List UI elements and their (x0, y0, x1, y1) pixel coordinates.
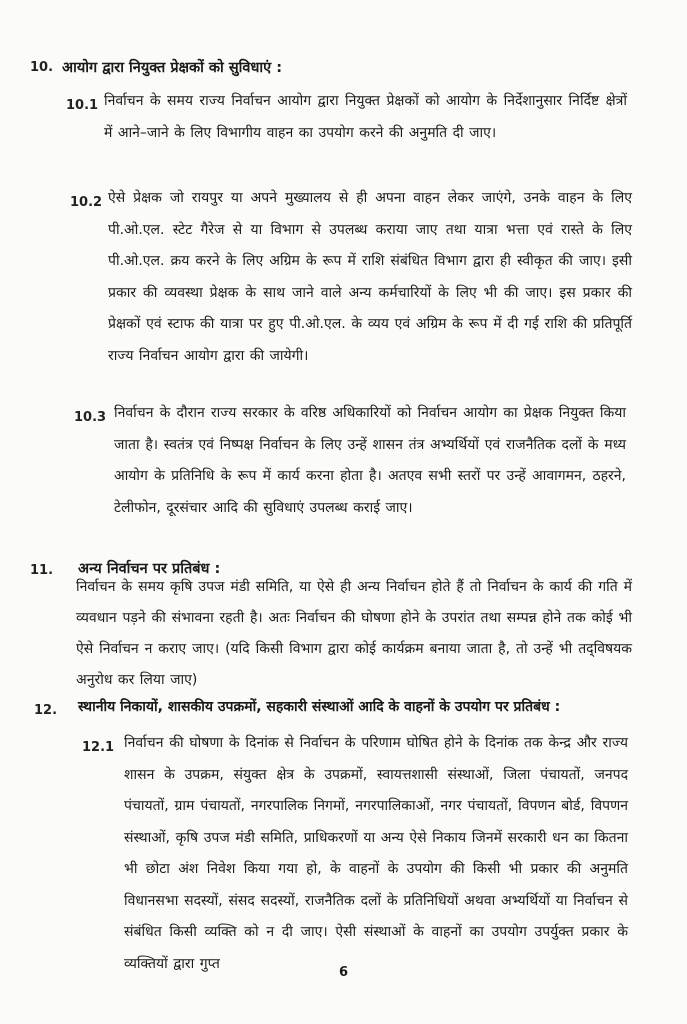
para-10-3-text: निर्वाचन के दौरान राज्य सरकार के वरिष्ठ अधिकारियों को निर्वाचन आयोग का प्रेक्षक नियुक्त किया जाता है। स्वतंत्र एवं निष्पक्ष निर्वाचन के लिए उन्हें शासन तंत्र अभ्यर्थियों एवं राजनैतिक दलों के मध्य आयोग के प्रतिनिधि के रूप में कार्य करना होता है। अतएव सभी स्तरों पर उन्हें आवागमन, ठहरने, टेलीफोन, दूरसंचार आदि की सुविधाएं उपलब्ध कराई जाए। (114, 405, 626, 516)
section-11-heading: अन्य निर्वाचन पर प्रतिबंध : (78, 561, 221, 577)
section-10-heading: आयोग द्वारा नियुक्त प्रेक्षकों को सुविधाएं : (62, 60, 283, 76)
para-10-1-text: निर्वाचन के समय राज्य निर्वाचन आयोग द्वारा नियुक्त प्रेक्षकों को आयोग के निर्देशानुसार निर्दिष्ट क्षेत्रों में आने–जाने के लिए विभागीय वाहन का उपयोग करने की अनुमति दी जाए। (104, 93, 627, 141)
section-11-text: निर्वाचन के समय कृषि उपज मंडी समिति, या ऐसे ही अन्य निर्वाचन होते हैं तो निर्वाचन के कार्य की गति में व्यवधान पड़ने की संभावना रहती है। अतः निर्वाचन की घोषणा होने के उपरांत तथा सम्पन्न होने तक कोई भी ऐसे निर्वाचन न कराए जाए। (यदि किसी विभाग द्वारा कोई कार्यक्रम बनाया जाता है, तो उन्हें भी तद्‌विषयक अनुरोध कर लिया जाए) (76, 579, 632, 688)
section-11-number: 11. (30, 563, 54, 578)
page-number: 6 (338, 965, 349, 980)
para-12-1-text: निर्वाचन की घोषणा के दिनांक से निर्वाचन के परिणाम घोषित होने के दिनांक तक केन्द्र और राज्य शासन के उपक्रम, संयुक्त क्षेत्र के उपक्रमों, स्वायत्तशासी संस्थाओं, जिला पंचायतों, जनपद पंचायतों, ग्राम पंचायतों, नगरपालिक निगमों, नगरपालिकाओं, नगर पंचायतों, विपणन बोर्ड, विपणन संस्थाओं, कृषि उपज मंडी समिति, प्राधिकरणों या अन्य ऐसे निकाय जिनमें सरकारी धन का कितना भी छोटा अंश निवेश किया गया हो, के वाहनों के उपयोग की किसी भी प्रकार की अनुमति विधानसभा सदस्यों, संसद सदस्यों, राजनैतिक दलों के प्रतिनिधियों अथवा अभ्यर्थियों या निर्वाचन से संबंधित किसी व्यक्ति को न दी जाए। ऐसी संस्थाओं के वाहनों का उपयोग उपर्युक्त प्रकार के व्यक्तियों द्वारा गुप्त (124, 735, 628, 972)
para-10-3-number: 10.3 (74, 410, 107, 425)
section-12-heading: स्थानीय निकायों, शासकीय उपक्रमों, सहकारी संस्थाओं आदि के वाहनों के उपयोग पर प्रतिबंध : (78, 699, 561, 715)
section-12-number: 12. (34, 703, 58, 718)
para-10-2-number: 10.2 (70, 195, 103, 210)
para-10-2-text: ऐसे प्रेक्षक जो रायपुर या अपने मुख्यालय से ही अपना वाहन लेकर जाएंगे, उनके वाहन के लिए पी.ओ.एल. स्टेट गैरेज से या विभाग से उपलब्ध कराया जाए तथा यात्रा भत्ता एवं रास्ते के लिए पी.ओ.एल. क्रय करने के लिए अग्रिम के रूप में राशि संबंधित विभाग द्वारा ही स्वीकृत की जाए। इसी प्रकार की व्यवस्था प्रेक्षक के साथ जाने वाले अन्य कर्मचारियों के लिए भी की जाए। इस प्रकार की प्रेक्षकों एवं स्टाफ की यात्रा पर हुए पी.ओ.एल. के व्यय एवं अग्रिम के रूप में दी गई राशि की प्रतिपूर्ति राज्य निर्वाचन आयोग द्वारा की जायेगी। (108, 190, 632, 364)
para-12-1-number: 12.1 (82, 740, 115, 755)
para-10-1-number: 10.1 (66, 98, 99, 113)
section-10-number: 10. (30, 60, 54, 75)
